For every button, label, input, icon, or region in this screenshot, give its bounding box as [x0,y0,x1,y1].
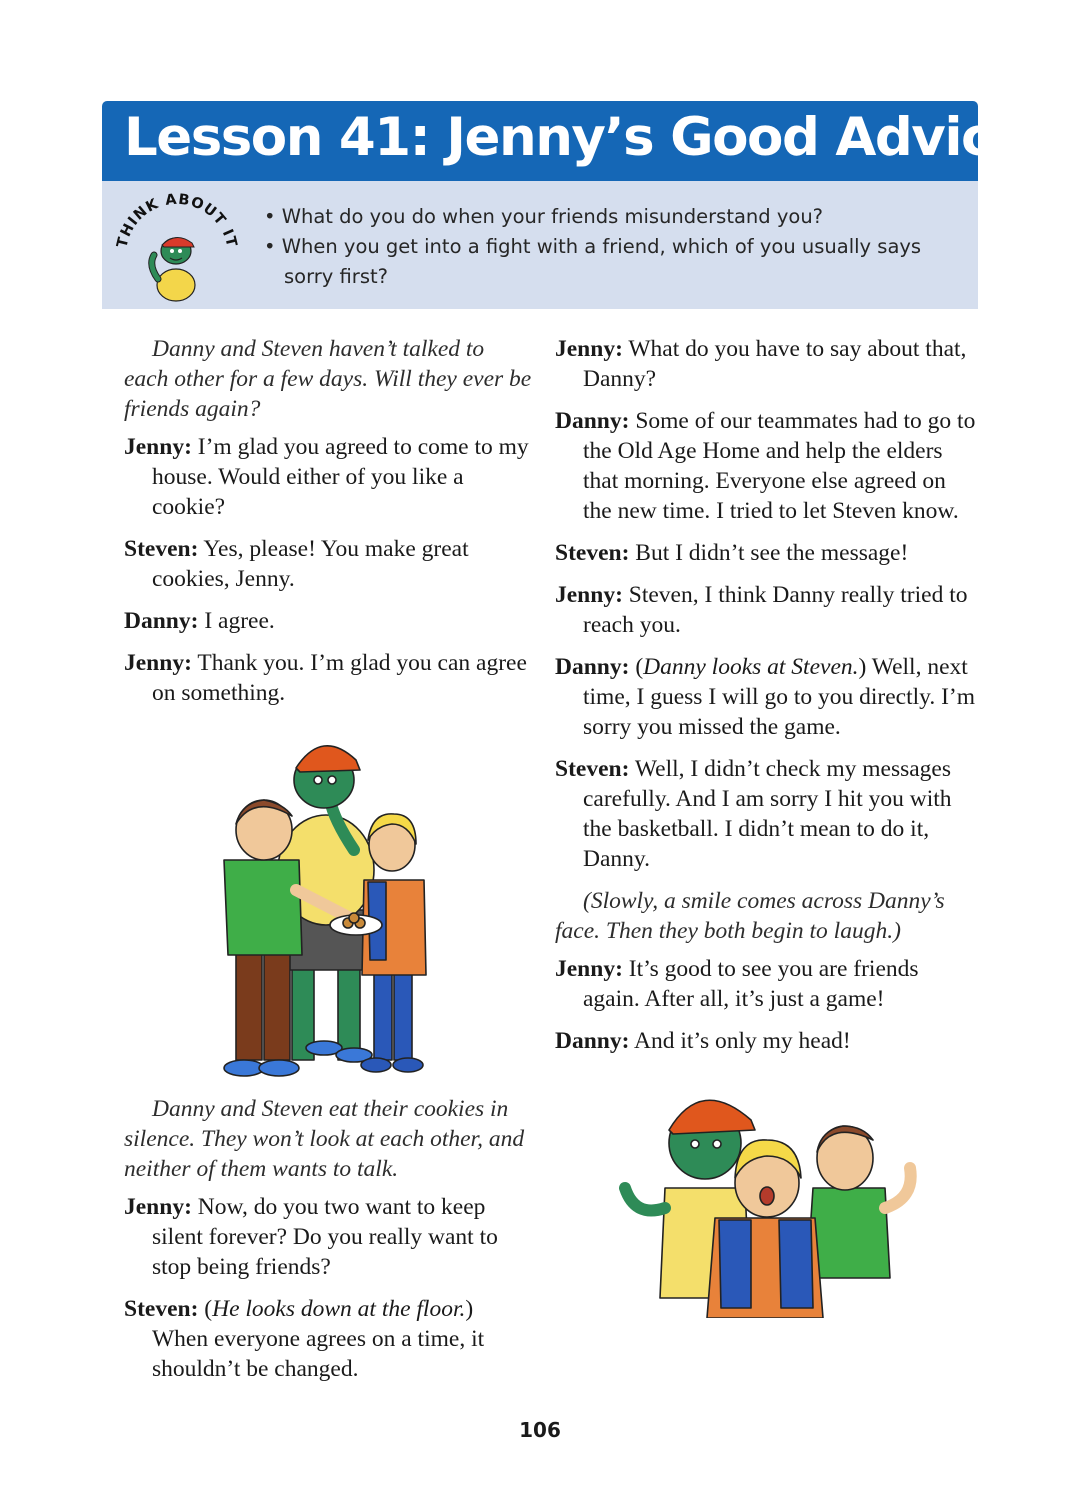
line-text: When everyone agrees on a time, it shouldn’t be changed. [152,1326,485,1382]
paren-close: ) [465,1296,474,1322]
dialogue-line [555,754,980,874]
speaker: Steven: [124,1296,199,1322]
speaker: Jenny: [124,650,192,676]
line-text: Steven, I think Danny really tried to reach you. [583,582,968,638]
dialogue-line [555,954,980,1014]
badge-text: THINK ABOUT IT [114,193,240,250]
narration: Danny and Steven haven’t talked to each other for a few days. Will they ever be friends again? [124,336,532,422]
line-text: Thank you. I’m glad you can agree on something. [152,650,527,706]
speaker: Steven: [555,540,630,566]
line-text: Well, next time, I guess I will go to you directly. I’m sorry you missed the game. [583,654,976,740]
think-about-it-badge [110,193,240,305]
dialogue-line [124,648,534,708]
dialogue-line [555,652,980,742]
line-text: It’s good to see you are friends again. After all, it’s just a game! [583,956,919,1012]
dialogue-line [124,606,534,636]
line-text: But I didn’t see the message! [629,540,909,566]
lesson-title-banner [102,101,1026,181]
right-column [555,334,980,1332]
speaker: Steven: [124,536,199,562]
speaker: Jenny: [555,956,623,982]
dialogue-line [555,1026,980,1056]
line-text: Well, I didn’t check my messages carefully. And I am sorry I hit you with the basketball. I didn’t mean to do it, Danny. [583,756,952,872]
paren-open: ( [198,1296,213,1322]
stage-direction: He looks down at the floor. [212,1296,466,1322]
friends-laughing-illustration [555,1068,975,1318]
narration: Danny and Steven eat their cookies in silence. They won’t look at each other, and neither of them wants to talk. [124,1096,525,1182]
dialogue-line [555,580,980,640]
speaker: Danny: [555,654,630,680]
left-column [124,334,534,1396]
dialogue-line [124,1192,534,1282]
dialogue-line [555,538,980,568]
line-text: What do you have to say about that, Danny? [583,336,967,392]
speaker: Jenny: [124,1194,192,1220]
question-item: • When you get into a fight with a friend, which of you usually says sorry first? [264,232,964,292]
paren-close: ) [858,654,867,680]
line-text: Yes, please! You make great cookies, Jenny. [152,536,469,592]
dialogue-line [124,534,534,594]
speaker: Danny: [555,408,630,434]
speaker: Jenny: [124,434,192,460]
turtle-mascot-icon [152,237,195,301]
paren-open: ( [629,654,644,680]
speaker: Steven: [555,756,630,782]
line-text: Now, do you two want to keep silent forever? Do you really want to stop being friends? [152,1194,498,1280]
think-about-it-panel [102,181,978,309]
stage-direction: Danny looks at Steven. [643,654,859,680]
dialogue-line [124,432,534,522]
dialogue-line [555,334,980,394]
line-text: And it’s only my head! [629,1028,851,1054]
question-item: • What do you do when your friends misunderstand you? [264,202,964,232]
speaker: Danny: [555,1028,630,1054]
think-questions [264,202,964,292]
line-text: I’m glad you agreed to come to my house. Would either of you like a cookie? [152,434,529,520]
line-text: Some of our teammates had to go to the Old Age Home and help the elders that morning. Everyone else agreed on the new time. I tried to let Steven know. [583,408,976,524]
friends-cookies-illustration [124,720,534,1080]
dialogue-line [124,1294,534,1384]
narration: (Slowly, a smile comes across Danny’s face. Then they both begin to laugh.) [555,888,945,944]
line-text: I agree. [198,608,275,634]
speaker: Jenny: [555,336,623,362]
page-number: 106 [519,1418,561,1442]
dialogue-line [555,406,980,526]
speaker: Danny: [124,608,199,634]
speaker: Jenny: [555,582,623,608]
lesson-title: Lesson 41: Jenny’s Good Advice [124,107,1026,168]
